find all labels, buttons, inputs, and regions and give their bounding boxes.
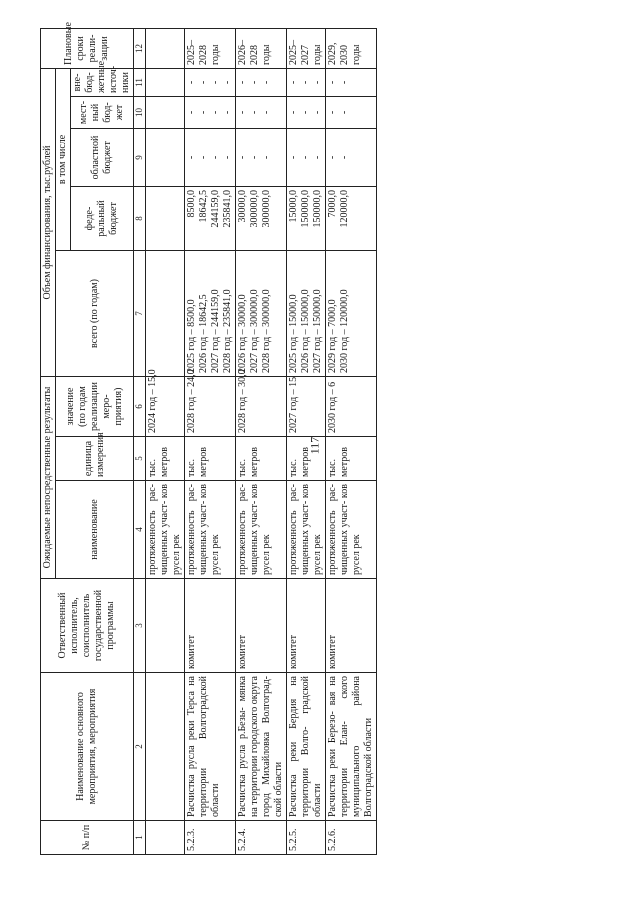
row-federal-budget-line: 15000,0 [287,190,299,223]
row-funding-total-line: 2025 год – 15000,0 [287,294,299,373]
header-name: Наименование основного мероприятия, мероприятия [41,673,134,821]
column-index: 9 [134,129,146,187]
row-number: 5.2.3. [184,821,235,855]
row-terms [145,28,184,68]
row-local-budget-line: - [209,110,221,115]
row-unit: тыс. метров [235,437,286,481]
column-index: 7 [134,251,146,377]
table-row [235,28,286,854]
row-indicator: протяженность рас- чищенных участ- ков русел рек [235,481,286,579]
row-funding-total-line: 2025 год – 8500,0 [185,299,197,373]
row-funding-total-line: 2029 год – 7000,0 [326,299,338,373]
row-local-budget [235,97,286,129]
row-local-budget [325,97,376,129]
row-indicator: протяженность рас- чищенных участ- ков русел рек [325,481,376,579]
row-extra-budget-line: - [221,80,233,85]
row-number [145,821,184,855]
row-funding-total-line: 2027 год – 244159,0 [209,289,221,373]
row-regional-budget-line: - [197,155,209,160]
row-regional-budget-line: - [221,155,233,160]
funding-table [40,22,377,855]
row-regional-budget-line: - [236,155,248,160]
row-unit: тыс. метров [325,437,376,481]
row-extra-budget-line: - [209,80,221,85]
row-responsible: комитет [286,579,325,673]
header-num: № п/п [41,821,134,855]
column-index: 11 [134,68,146,96]
row-extra-budget [184,68,235,96]
table-row [325,28,376,854]
row-responsible: комитет [184,579,235,673]
header-expected-results: Ожидаемые непосредственные результаты [41,377,56,579]
row-local-budget-line: - [338,110,350,115]
row-local-budget-line: - [287,110,299,115]
row-federal-budget-line: 300000,0 [248,190,260,228]
row-local-budget [184,97,235,129]
row-local-budget-line: - [311,110,323,115]
row-federal-budget [184,187,235,251]
column-index: 6 [134,377,146,437]
row-responsible: комитет [235,579,286,673]
header-including: в том числе [56,68,71,250]
row-funding-total [286,251,325,377]
column-index: 5 [134,437,146,481]
row-extra-budget-line: - [299,80,311,85]
rotated-page-content [20,5,620,905]
row-federal-budget [325,187,376,251]
row-local-budget-line: - [185,110,197,115]
row-local-budget [286,97,325,129]
row-federal-budget-line: 7000,0 [326,190,338,218]
row-number: 5.2.6. [325,821,376,855]
row-funding-total-line: 2026 год – 18642,5 [197,294,209,373]
row-indicator-value: 2030 год – 6 [325,377,376,437]
row-regional-budget-line: - [209,155,221,160]
row-terms: 2029, 2030 годы [325,28,376,68]
column-index: 4 [134,481,146,579]
row-activity-name [145,673,184,821]
row-activity-name: Расчистка реки Березо- вая на территории Елан- ского муниципального района Волгоградской области [325,673,376,821]
row-funding-total-line: 2027 год – 300000,0 [248,289,260,373]
row-responsible [145,579,184,673]
row-activity-name: Расчистка русла реки Терса на территории Волгоградской области [184,673,235,821]
header-total: всего (по годам) [56,251,134,377]
row-funding-total [235,251,286,377]
table-row [286,28,325,854]
row-funding-total-line: 2028 год – 235841,0 [221,289,233,373]
row-federal-budget-line: 235841,0 [221,190,233,228]
row-unit: тыс. метров [286,437,325,481]
row-extra-budget [145,68,184,96]
column-index: 12 [134,28,146,68]
row-funding-total-line: 2026 год – 150000,0 [299,289,311,373]
row-regional-budget-line: - [338,155,350,160]
row-funding-total [145,251,184,377]
row-regional-budget [184,129,235,187]
header-regional: областной бюджет [71,129,134,187]
row-local-budget [145,97,184,129]
row-local-budget-line: - [248,110,260,115]
row-terms: 2026–2028 годы [235,28,286,68]
row-activity-name: Расчистка реки Бердия на территории Волго- градской области [286,673,325,821]
row-terms: 2025–2027 годы [286,28,325,68]
header-value: значение (по годам реализации меро- приятия) [56,377,134,437]
row-number: 5.2.4. [235,821,286,855]
row-extra-budget-line: - [248,80,260,85]
row-regional-budget-line: - [299,155,311,160]
row-indicator-value: 2028 год – 24,0 [184,377,235,437]
row-regional-budget [325,129,376,187]
row-extra-budget-line: - [185,80,197,85]
row-federal-budget [145,187,184,251]
header-federal: феде- ральный бюджет [71,187,134,251]
row-regional-budget-line: - [260,155,272,160]
row-local-budget-line: - [197,110,209,115]
row-federal-budget [286,187,325,251]
table-row [145,28,184,854]
column-index-row [134,28,146,854]
row-local-budget-line: - [236,110,248,115]
row-indicator: протяженность рас- чищенных участ- ков русел рек [184,481,235,579]
row-federal-budget [235,187,286,251]
row-extra-budget [235,68,286,96]
header-funding: Объем финансирования, тыс.рублей [41,68,56,376]
row-local-budget-line: - [221,110,233,115]
row-funding-total [184,251,235,377]
table-row [184,28,235,854]
row-regional-budget-line: - [287,155,299,160]
row-indicator: протяженность рас- чищенных участ- ков русел рек [286,481,325,579]
header-indicator-name: наименование [56,481,134,579]
row-federal-budget-line: 18642,5 [197,190,209,223]
row-extra-budget-line: - [260,80,272,85]
column-index: 2 [134,673,146,821]
row-funding-total-line: 2028 год – 300000,0 [260,289,272,373]
row-federal-budget-line: 30000,0 [236,190,248,223]
row-extra-budget [325,68,376,96]
row-extra-budget-line: - [287,80,299,85]
column-index: 10 [134,97,146,129]
row-extra-budget [286,68,325,96]
row-federal-budget-line: 120000,0 [338,190,350,228]
row-indicator-value: 2024 год – 15,0 [145,377,184,437]
row-indicator-value: 2028 год – 30,0 [235,377,286,437]
row-federal-budget-line: 8500,0 [185,190,197,218]
row-local-budget-line: - [326,110,338,115]
page-number: 117 [307,436,322,455]
row-activity-name: Расчистка русла р.Безы- мянка на территории городского округа город Михайловка Волгоград- ской области [235,673,286,821]
table-body [145,28,376,854]
row-funding-total-line: 2026 год – 30000,0 [236,294,248,373]
row-regional-budget-line: - [326,155,338,160]
row-funding-total [325,251,376,377]
row-regional-budget [235,129,286,187]
row-federal-budget-line: 150000,0 [311,190,323,228]
column-index: 3 [134,579,146,673]
row-regional-budget-line: - [248,155,260,160]
row-local-budget-line: - [260,110,272,115]
row-regional-budget-line: - [311,155,323,160]
header-extra: вне- бюд- жетные источ- ники [71,68,134,96]
header-unit: единица измерения [56,437,134,481]
row-federal-budget-line: 150000,0 [299,190,311,228]
row-extra-budget-line: - [197,80,209,85]
row-regional-budget [145,129,184,187]
column-index: 1 [134,821,146,855]
row-unit: тыс. метров [184,437,235,481]
row-indicator: протяженность рас- чищенных участ- ков русел рек [145,481,184,579]
row-unit: тыс. метров [145,437,184,481]
column-index: 8 [134,187,146,251]
row-extra-budget-line: - [338,80,350,85]
row-funding-total-line: 2030 год – 120000,0 [338,289,350,373]
row-extra-budget-line: - [236,80,248,85]
row-responsible: комитет [325,579,376,673]
row-regional-budget [286,129,325,187]
row-local-budget-line: - [299,110,311,115]
header-terms: Плановые сроки реали- зации [41,28,134,68]
header-responsible: Ответственный исполнитель, соисполнитель государственной программы [41,579,134,673]
row-number: 5.2.5. [286,821,325,855]
header-local: мест- ный бюд- жет [71,97,134,129]
row-indicator-value: 2027 год – 15 [286,377,325,437]
row-regional-budget-line: - [185,155,197,160]
row-federal-budget-line: 300000,0 [260,190,272,228]
row-terms: 2025–2028 годы [184,28,235,68]
row-extra-budget-line: - [326,80,338,85]
row-funding-total-line: 2027 год – 150000,0 [311,289,323,373]
row-federal-budget-line: 244159,0 [209,190,221,228]
row-extra-budget-line: - [311,80,323,85]
